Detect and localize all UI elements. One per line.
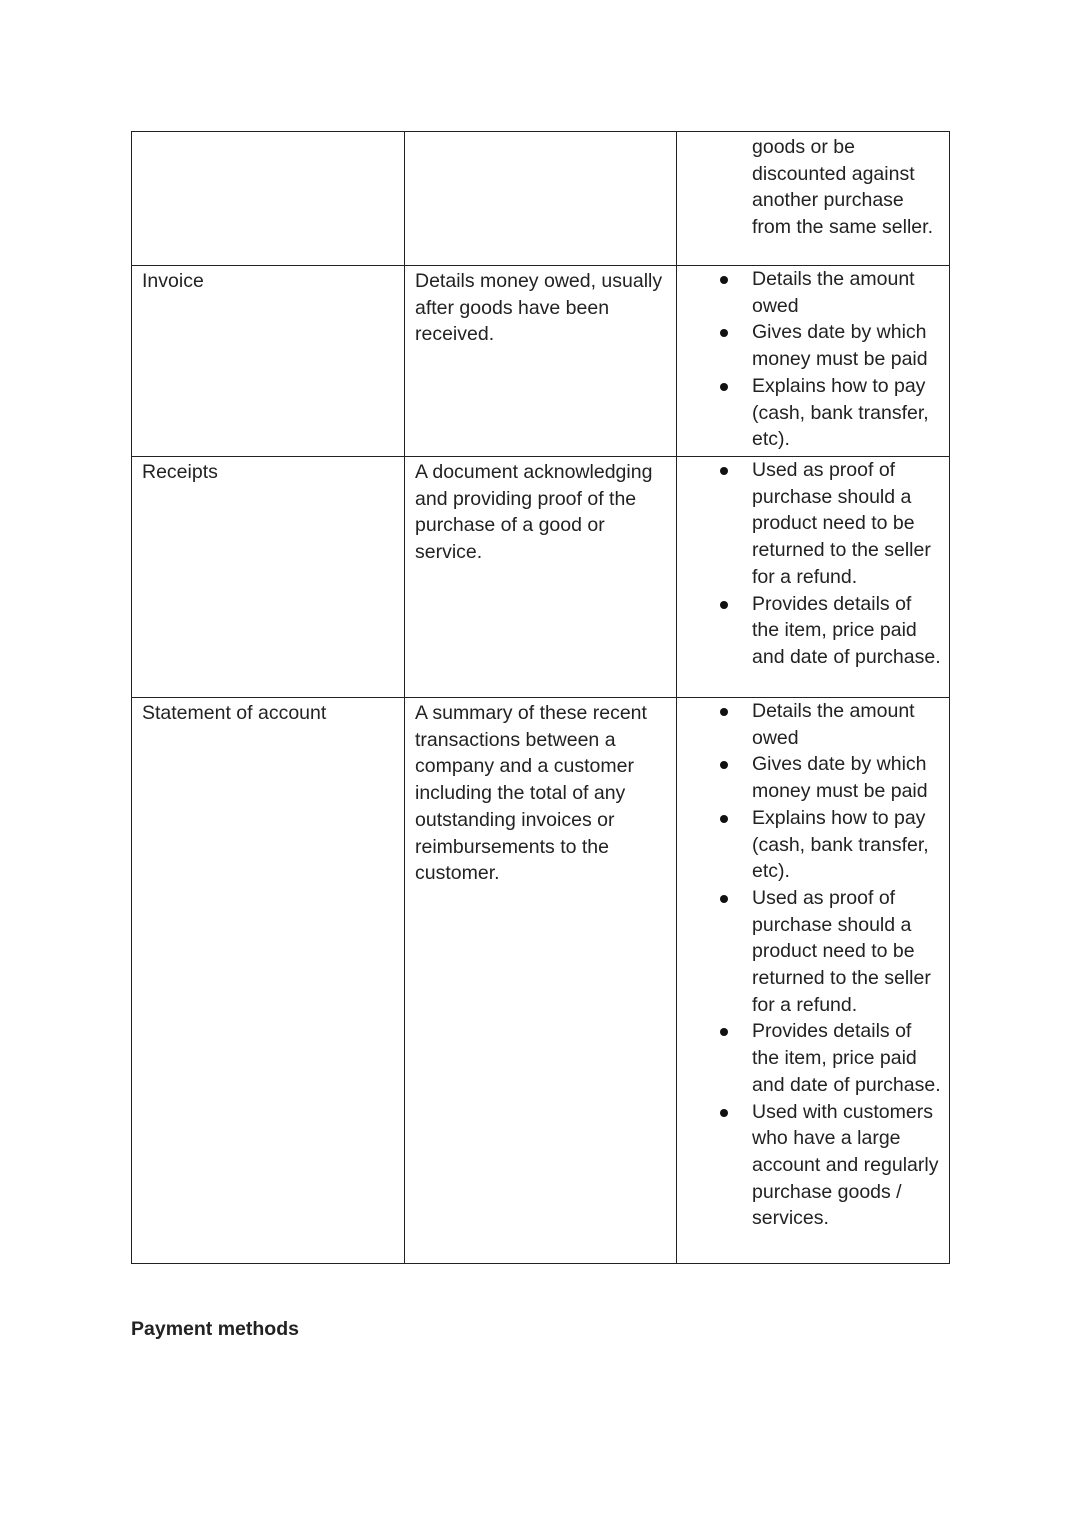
list-item: Provides details of the item, price paid and date of purchase.: [677, 1018, 943, 1098]
description-cell: Details money owed, usually after goods have been received.: [405, 266, 677, 457]
table-row-receipts: [132, 457, 950, 698]
points-list: [677, 266, 943, 453]
table-cell-empty: [405, 132, 677, 266]
list-item: Details the amount owed: [677, 266, 943, 319]
continuation-text: goods or be discounted against another purchase from the same seller.: [752, 136, 933, 239]
list-item: Explains how to pay (cash, bank transfer, etc).: [677, 373, 943, 453]
description-cell: A summary of these recent transactions between a company and a customer including the total of any outstanding invoices or reimbursements to the customer.: [405, 698, 677, 1264]
term-cell: Invoice: [132, 266, 405, 457]
documents-table: [131, 131, 950, 1264]
list-item: Details the amount owed: [677, 698, 943, 751]
points-list: [677, 698, 943, 1232]
table-row-statement: [132, 698, 950, 1264]
points-cell: [677, 266, 950, 457]
term-cell: Receipts: [132, 457, 405, 698]
list-item: Gives date by which money must be paid: [677, 319, 943, 372]
section-heading: Payment methods: [131, 1318, 299, 1340]
list-item: Gives date by which money must be paid: [677, 751, 943, 804]
list-item: Used as proof of purchase should a product need to be returned to the seller for a refund.: [677, 885, 943, 1019]
list-item: Used as proof of purchase should a product need to be returned to the seller for a refund.: [677, 457, 943, 591]
table-cell-empty: [132, 132, 405, 266]
table-cell-continuation: [677, 132, 950, 266]
list-item: Explains how to pay (cash, bank transfer, etc).: [677, 805, 943, 885]
points-cell: [677, 457, 950, 698]
table-row-continuation: [132, 132, 950, 266]
term-cell: Statement of account: [132, 698, 405, 1264]
points-list: [677, 457, 943, 671]
description-cell: A document acknowledging and providing proof of the purchase of a good or service.: [405, 457, 677, 698]
table-row-invoice: [132, 266, 950, 457]
list-item: Used with customers who have a large account and regularly purchase goods / services.: [677, 1099, 943, 1233]
list-item: Provides details of the item, price paid and date of purchase.: [677, 591, 943, 671]
points-cell: [677, 698, 950, 1264]
